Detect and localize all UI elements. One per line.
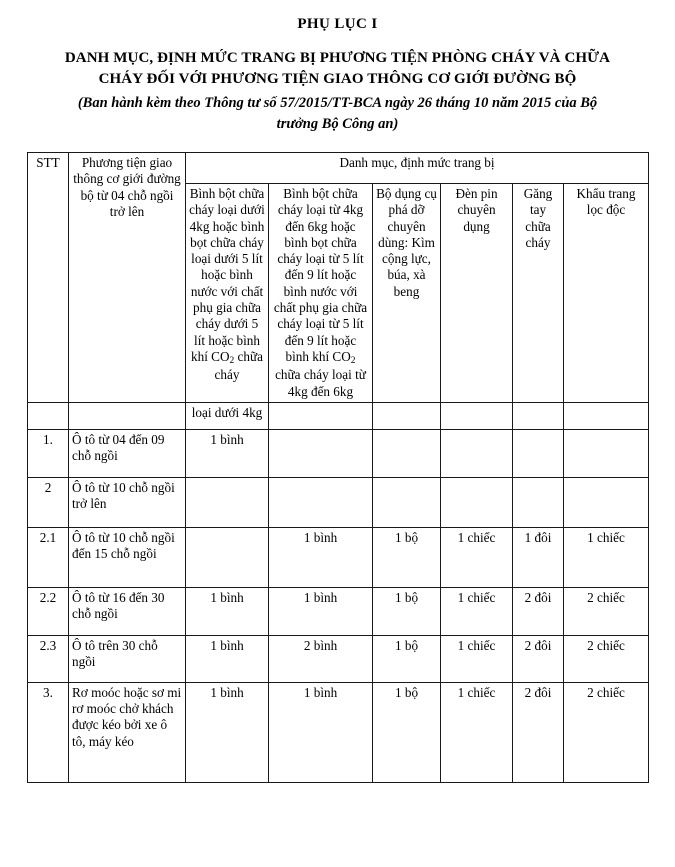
header-group-span: Danh mục, định mức trang bị (186, 153, 649, 184)
row-value-khau-trang: 1 chiếc (564, 527, 649, 587)
row-value-den-pin: 1 chiếc (441, 527, 513, 587)
table-header (28, 153, 649, 430)
header-col-1-tail: chữa cháy (214, 348, 263, 383)
header-col-1-subscript: 2 (229, 356, 235, 367)
row-number: 2.3 (28, 635, 69, 682)
band-cell-col-3 (373, 402, 441, 429)
row-value-binh-bot-duoi-4kg (186, 477, 269, 527)
header-col-2-tail: chữa cháy loại từ 4kg đến 6kg (275, 367, 366, 399)
table-row (28, 635, 649, 682)
row-value-bo-dung-cu: 1 bộ (373, 635, 441, 682)
row-value-binh-bot-duoi-4kg: 1 bình (186, 587, 269, 635)
header-overflow-band (28, 402, 649, 429)
specification-table-wrapper (27, 152, 648, 783)
document-title: DANH MỤC, ĐỊNH MỨC TRANG BỊ PHƯƠNG TIỆN PHÒNG CHÁY VÀ CHỮA CHÁY ĐỐI VỚI PHƯƠNG TIỆN GIAO THÔNG CƠ GIỚI ĐƯỜNG BỘ (64, 50, 611, 87)
row-value-bo-dung-cu (373, 477, 441, 527)
row-vehicle: Ô tô từ 04 đến 09 chỗ ngồi (69, 429, 186, 477)
row-value-khau-trang (564, 429, 649, 477)
row-value-gang-tay (513, 477, 564, 527)
header-col-den-pin: Đèn pin chuyên dụng (441, 184, 513, 403)
row-value-bo-dung-cu: 1 bộ (373, 587, 441, 635)
row-value-bo-dung-cu: 1 bộ (373, 682, 441, 782)
row-value-binh-bot-4kg-6kg: 2 bình (269, 635, 373, 682)
header-col-1-text: Bình bột chữa cháy loại dưới 4kg hoặc bình bọt chữa cháy loại dưới 5 lít hoặc bình nước với chất phụ gia chữa cháy dưới 5 lít hoặc bình khí CO (189, 186, 265, 364)
table-row (28, 477, 649, 527)
row-value-binh-bot-4kg-6kg (269, 429, 373, 477)
table-row (28, 587, 649, 635)
row-value-binh-bot-4kg-6kg: 1 bình (269, 682, 373, 782)
row-vehicle: Ô tô từ 10 chỗ ngồi trở lên (69, 477, 186, 527)
header-row-top (28, 153, 649, 184)
row-number: 2.2 (28, 587, 69, 635)
table-row (28, 429, 649, 477)
row-value-den-pin: 1 chiếc (441, 587, 513, 635)
document-heading (27, 14, 648, 135)
row-value-binh-bot-4kg-6kg: 1 bình (269, 587, 373, 635)
row-vehicle: Ô tô trên 30 chỗ ngồi (69, 635, 186, 682)
row-value-binh-bot-duoi-4kg (186, 527, 269, 587)
header-stt: STT (28, 153, 69, 403)
table-body (28, 429, 649, 782)
band-cell-col-2 (269, 402, 373, 429)
row-value-den-pin (441, 477, 513, 527)
row-value-binh-bot-4kg-6kg (269, 477, 373, 527)
specification-table (27, 152, 649, 783)
band-cell-col-4 (441, 402, 513, 429)
header-col-1-overflow-line: loại dưới 4kg (186, 402, 269, 429)
header-col-binh-bot-4kg-6kg (269, 184, 373, 403)
row-number: 2.1 (28, 527, 69, 587)
header-col-2-subscript: 2 (350, 356, 356, 367)
row-value-gang-tay: 2 đôi (513, 682, 564, 782)
header-col-2-text: Bình bột chữa cháy loại từ 4kg đến 6kg hoặc bình bọt chữa cháy loại từ 5 lít đến 9 lít hoặc bình nước với chất phụ gia chữa cháy loại từ 5 lít đến 9 lít hoặc bình khí CO (273, 186, 368, 364)
row-vehicle: Ô tô từ 10 chỗ ngồi đến 15 chỗ ngồi (69, 527, 186, 587)
row-value-khau-trang: 2 chiếc (564, 635, 649, 682)
header-vehicle: Phương tiện giao thông cơ giới đường bộ từ 04 chỗ ngồi trở lên (69, 153, 186, 403)
row-value-khau-trang (564, 477, 649, 527)
row-value-khau-trang: 2 chiếc (564, 587, 649, 635)
row-value-binh-bot-duoi-4kg: 1 bình (186, 635, 269, 682)
header-col-khau-trang: Khẩu trang lọc độc (564, 184, 649, 403)
row-value-gang-tay: 1 đôi (513, 527, 564, 587)
row-value-khau-trang: 2 chiếc (564, 682, 649, 782)
table-row (28, 527, 649, 587)
appendix-label: PHỤ LỤC I (297, 16, 378, 32)
row-value-bo-dung-cu (373, 429, 441, 477)
band-cell-stt (28, 402, 69, 429)
band-cell-col-6 (564, 402, 649, 429)
band-cell-col-5 (513, 402, 564, 429)
row-value-gang-tay: 2 đôi (513, 635, 564, 682)
row-value-den-pin: 1 chiếc (441, 682, 513, 782)
row-value-binh-bot-duoi-4kg: 1 bình (186, 682, 269, 782)
row-vehicle: Rơ moóc hoặc sơ mi rơ moóc chở khách được kéo bởi xe ô tô, máy kéo (69, 682, 186, 782)
row-value-gang-tay: 2 đôi (513, 587, 564, 635)
row-value-gang-tay (513, 429, 564, 477)
row-vehicle: Ô tô từ 16 đến 30 chỗ ngồi (69, 587, 186, 635)
row-number: 1. (28, 429, 69, 477)
row-value-bo-dung-cu: 1 bộ (373, 527, 441, 587)
header-col-bo-dung-cu-pha-do: Bộ dụng cụ phá dỡ chuyên dùng: Kìm cộng lực, búa, xà beng (373, 184, 441, 403)
row-value-binh-bot-duoi-4kg: 1 bình (186, 429, 269, 477)
table-row (28, 682, 649, 782)
header-col-gang-tay: Găng tay chữa cháy (513, 184, 564, 403)
row-value-binh-bot-4kg-6kg: 1 bình (269, 527, 373, 587)
document-subtitle: (Ban hành kèm theo Thông tư số 57/2015/TT-BCA ngày 26 tháng 10 năm 2015 của Bộ trưởng Bộ Công an) (77, 95, 598, 132)
row-number: 3. (28, 682, 69, 782)
header-col-binh-bot-duoi-4kg (186, 184, 269, 403)
row-value-den-pin: 1 chiếc (441, 635, 513, 682)
row-number: 2 (28, 477, 69, 527)
row-value-den-pin (441, 429, 513, 477)
band-cell-vehicle (69, 402, 186, 429)
